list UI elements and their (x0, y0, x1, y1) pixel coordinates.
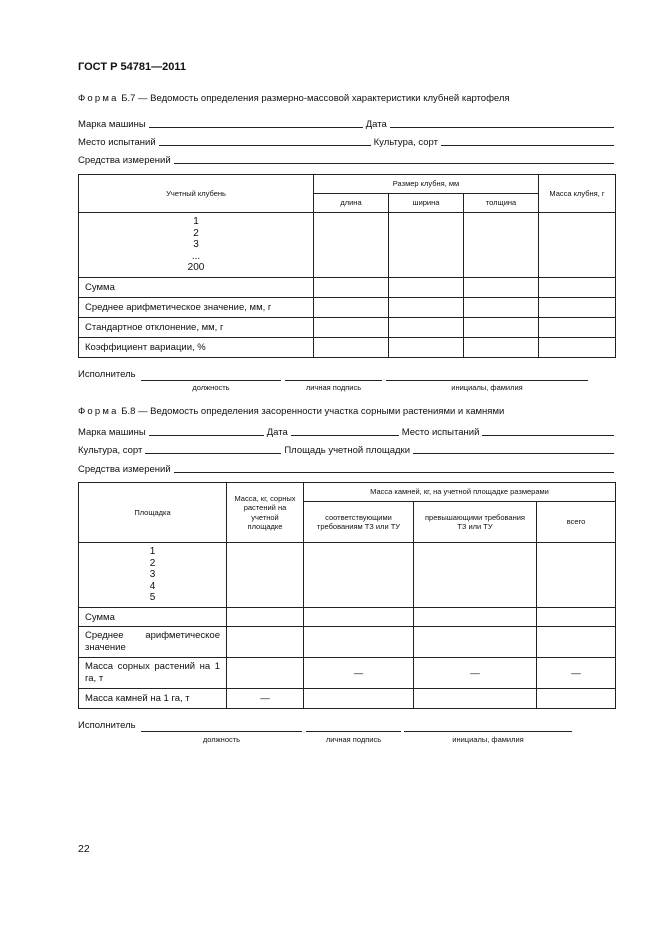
document-code: ГОСТ Р 54781—2011 (78, 61, 186, 73)
data-cell[interactable] (539, 318, 616, 338)
col-header-plot: Площадка (79, 483, 227, 543)
data-cell[interactable] (464, 213, 539, 278)
form-b7-title (78, 93, 510, 104)
data-cell[interactable] (464, 318, 539, 338)
data-cell[interactable] (314, 278, 389, 298)
col-header-mass: Масса клубня, г (539, 175, 616, 213)
test-place-field[interactable] (482, 435, 614, 436)
plot-number: 1 (149, 546, 156, 558)
row-label-std-dev: Стандартное отклонение, мм, г (79, 318, 314, 338)
tuber-size-mass-table (78, 174, 616, 358)
crop-variety-label: Культура, сорт (373, 137, 438, 148)
caption-signature: личная подпись (305, 383, 362, 392)
data-cell[interactable] (537, 627, 616, 658)
measuring-tools-label: Средства измерений (78, 464, 171, 475)
date-field[interactable] (291, 435, 399, 436)
plot-area-field[interactable] (413, 453, 614, 454)
name-field[interactable] (404, 731, 572, 732)
data-cell[interactable] (537, 543, 616, 608)
col-header-total: всего (537, 502, 616, 543)
tuber-number: 1 (193, 216, 199, 228)
form-b7-line-tools (78, 152, 614, 166)
caption-signature: личная подпись (325, 735, 382, 744)
dash-cell: — (304, 658, 414, 689)
crop-variety-field[interactable] (441, 145, 614, 146)
form-b8-signature-line (78, 720, 598, 732)
dash-cell: — (414, 658, 537, 689)
data-cell[interactable] (414, 543, 537, 608)
data-cell[interactable] (304, 543, 414, 608)
dash-cell: — (227, 689, 304, 709)
data-cell[interactable] (389, 298, 464, 318)
executor-label: Исполнитель (78, 720, 136, 731)
tuber-number: ... (191, 250, 201, 262)
data-cell[interactable] (314, 318, 389, 338)
caption-position: должность (192, 383, 230, 392)
plot-number: 5 (149, 592, 156, 604)
col-header-size: Размер клубня, мм (314, 175, 539, 194)
data-cell[interactable] (537, 608, 616, 627)
row-label-stones-per-ha: Масса камней на 1 га, т (79, 689, 227, 709)
test-place-field[interactable] (159, 145, 371, 146)
data-cell[interactable] (389, 278, 464, 298)
data-cell[interactable] (539, 338, 616, 358)
crop-variety-label: Культура, сорт (78, 445, 143, 456)
row-label-mean: Среднее арифметическое значение, мм, г (79, 298, 314, 318)
data-cell[interactable] (414, 627, 537, 658)
tuber-number: 200 (187, 262, 205, 274)
machine-brand-field[interactable] (149, 435, 264, 436)
test-place-label: Место испытаний (401, 427, 480, 438)
data-cell[interactable] (464, 298, 539, 318)
data-cell[interactable] (539, 298, 616, 318)
col-header-tuber: Учетный клубень (79, 175, 314, 213)
row-label-variation: Коэффициент вариации, % (79, 338, 314, 358)
form-b7-line-machine-date (78, 116, 614, 130)
form-b8-line-crop-area (78, 442, 614, 456)
position-field[interactable] (141, 731, 302, 732)
form-b7-line-place-crop (78, 134, 614, 148)
col-header-conforming: соответствующими требованиям ТЗ или ТУ (304, 502, 414, 543)
data-cell[interactable] (227, 543, 304, 608)
form-b8-title-text: Б.8 — Ведомость определения засоренности участка сорными растениями и камнями (121, 406, 505, 417)
position-field[interactable] (141, 380, 281, 381)
form-b7-title-prefix: Форма (78, 93, 119, 104)
form-b7-title-text: Б.7 — Ведомость определения размерно-массовой характеристики клубней картофеля (121, 93, 510, 104)
data-cell[interactable] (389, 318, 464, 338)
data-cell[interactable] (414, 689, 537, 709)
measuring-tools-field[interactable] (174, 163, 614, 164)
date-field[interactable] (390, 127, 614, 128)
data-cell[interactable] (414, 608, 537, 627)
form-b8-line-machine-date-place (78, 424, 614, 438)
data-cell[interactable] (464, 278, 539, 298)
data-cell[interactable] (314, 298, 389, 318)
signature-field[interactable] (306, 731, 401, 732)
caption-name: инициалы, фамилия (451, 383, 523, 392)
machine-brand-field[interactable] (149, 127, 363, 128)
date-label: Дата (365, 119, 387, 130)
data-cell[interactable] (389, 213, 464, 278)
form-b8-title-prefix: Форма (78, 406, 119, 417)
page-number: 22 (78, 843, 90, 855)
plot-number: 2 (149, 557, 156, 569)
form-b8-line-tools (78, 461, 614, 475)
data-cell[interactable] (539, 213, 616, 278)
tuber-number: 3 (193, 239, 199, 251)
data-cell[interactable] (227, 608, 304, 627)
caption-position: должность (202, 735, 241, 744)
name-field[interactable] (386, 380, 588, 381)
row-label-sum: Сумма (79, 608, 227, 627)
plot-numbers-cell (79, 543, 227, 608)
measuring-tools-label: Средства измерений (78, 155, 171, 166)
data-cell[interactable] (539, 278, 616, 298)
data-cell[interactable] (314, 338, 389, 358)
measuring-tools-field[interactable] (174, 472, 614, 473)
machine-brand-label: Марка машины (78, 119, 146, 130)
data-cell[interactable] (227, 627, 304, 658)
plot-area-label: Площадь учетной площадки (284, 445, 411, 456)
col-header-weed-mass: Масса, кг, сорных растений на учетной площадке (227, 483, 304, 543)
data-cell[interactable] (304, 627, 414, 658)
tuber-numbers-cell (79, 213, 314, 278)
data-cell[interactable] (464, 338, 539, 358)
tuber-number: 2 (193, 227, 199, 239)
form-b8-title (78, 406, 504, 417)
caption-name: инициалы, фамилия (452, 735, 524, 744)
data-cell[interactable] (304, 608, 414, 627)
col-header-length: длина (314, 194, 389, 213)
data-cell[interactable] (537, 689, 616, 709)
test-place-label: Место испытаний (78, 137, 156, 148)
data-cell[interactable] (389, 338, 464, 358)
row-label-mean: Среднее арифметическое значение (79, 627, 227, 658)
weeds-stones-table (78, 482, 616, 709)
col-header-exceeding: превышающими требования ТЗ или ТУ (414, 502, 537, 543)
signature-field[interactable] (285, 380, 382, 381)
plot-number: 3 (149, 569, 156, 581)
dash-cell: — (537, 658, 616, 689)
form-b7-signature-line (78, 369, 598, 381)
data-cell[interactable] (227, 658, 304, 689)
row-label-sum: Сумма (79, 278, 314, 298)
col-header-width: ширина (389, 194, 464, 213)
data-cell[interactable] (304, 689, 414, 709)
machine-brand-label: Марка машины (78, 427, 146, 438)
executor-label: Исполнитель (78, 369, 136, 380)
date-label: Дата (266, 427, 288, 438)
col-header-thickness: толщина (464, 194, 539, 213)
data-cell[interactable] (314, 213, 389, 278)
crop-variety-field[interactable] (145, 453, 281, 454)
plot-number: 4 (149, 580, 156, 592)
col-header-stones: Масса камней, кг, на учетной площадке размерами (304, 483, 616, 502)
row-label-weed-per-ha: Масса сорных растений на 1 га, т (79, 658, 227, 689)
